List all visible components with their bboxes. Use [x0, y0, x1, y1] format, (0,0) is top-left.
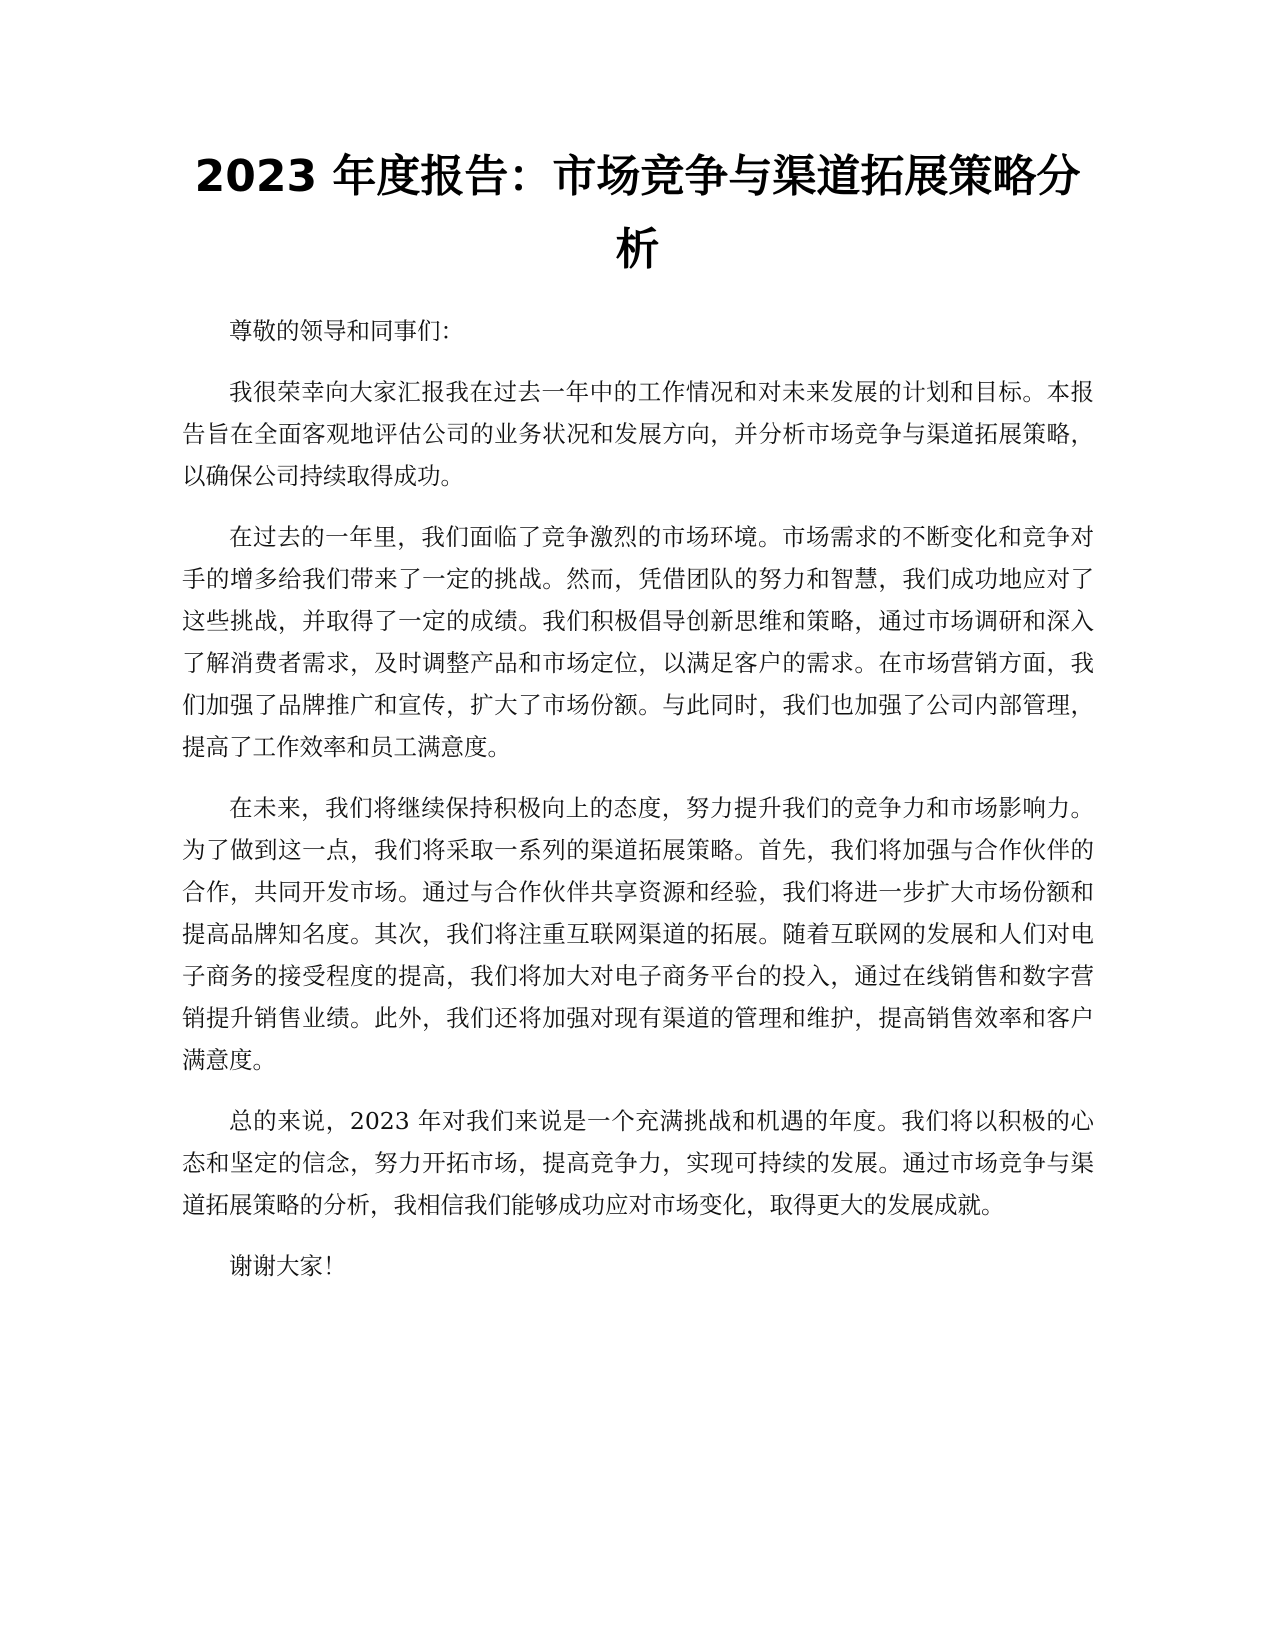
document-title: 2023 年度报告：市场竞争与渠道拓展策略分析 [194, 151, 1081, 275]
future-plan-paragraph: 在未来，我们将继续保持积极向上的态度，努力提升我们的竞争力和市场影响力。为了做到这一点，我们将采取一系列的渠道拓展策略。首先，我们将加强与合作伙伴的合作，共同开发市场。通过与合作伙伴共享资源和经验，我们将进一步扩大市场份额和提高品牌知名度。其次，我们将注重互联网渠道的拓展。随着互联网的发展和人们对电子商务的接受程度的提高，我们将加大对电子商务平台的投入，通过在线销售和数字营销提升销售业绩。此外，我们还将加强对现有渠道的管理和维护，提高销售效率和客户满意度。 [182, 794, 1094, 1074]
intro-paragraph: 我很荣幸向大家汇报我在过去一年中的工作情况和对未来发展的计划和目标。本报告旨在全面客观地评估公司的业务状况和发展方向，并分析市场竞争与渠道拓展策略，以确保公司持续取得成功。 [182, 378, 1094, 490]
review-paragraph: 在过去的一年里，我们面临了竞争激烈的市场环境。市场需求的不断变化和竞争对手的增多给我们带来了一定的挑战。然而，凭借团队的努力和智慧，我们成功地应对了这些挑战，并取得了一定的成绩。我们积极倡导创新思维和策略，通过市场调研和深入了解消费者需求，及时调整产品和市场定位，以满足客户的需求。在市场营销方面，我们加强了品牌推广和宣传，扩大了市场份额。与此同时，我们也加强了公司内部管理，提高了工作效率和员工满意度。 [182, 523, 1094, 761]
salutation-paragraph: 尊敬的领导和同事们： [229, 317, 464, 345]
summary-paragraph: 总的来说，2023 年对我们来说是一个充满挑战和机遇的年度。我们将以积极的心态和坚定的信念，努力开拓市场，提高竞争力，实现可持续的发展。通过市场竞争与渠道拓展策略的分析，我相信我们能够成功应对市场变化，取得更大的发展成就。 [182, 1107, 1094, 1219]
closing-paragraph: 谢谢大家！ [229, 1252, 347, 1280]
document-body [182, 310, 1094, 1306]
